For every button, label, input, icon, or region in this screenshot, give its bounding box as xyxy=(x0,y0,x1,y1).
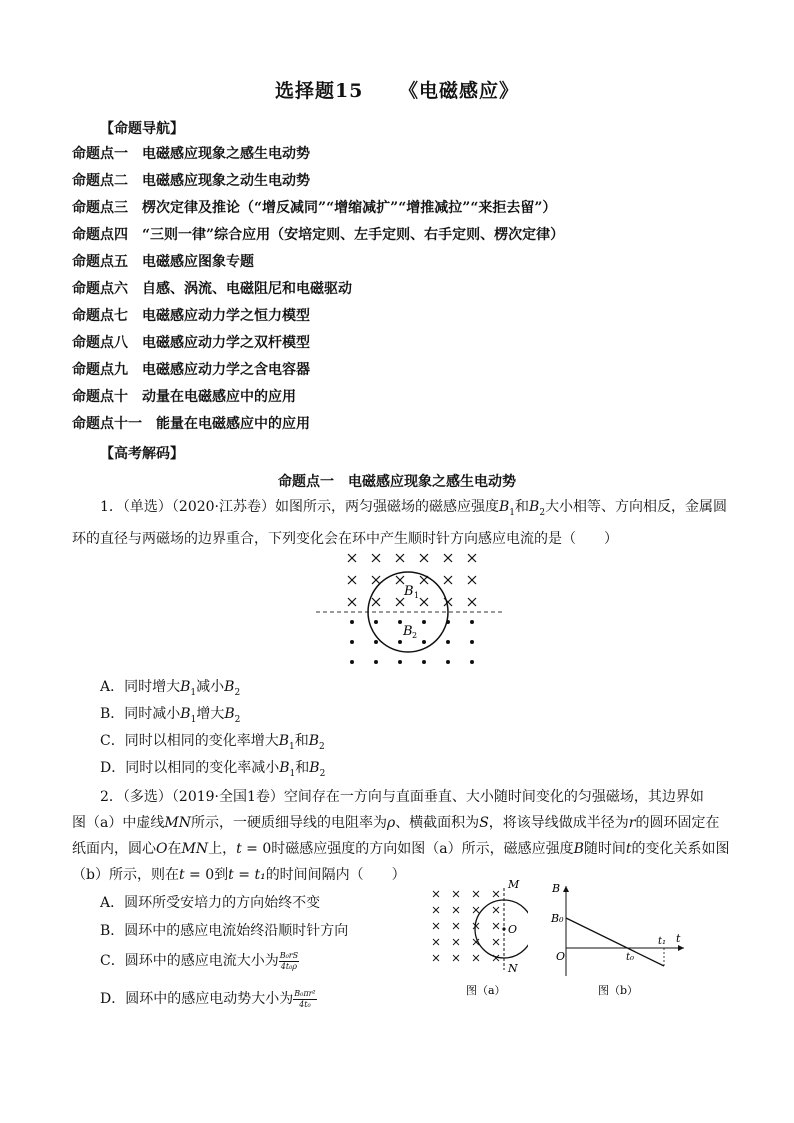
question-1-stem: 1．（单选）（2020·江苏卷）如图所示，两匀强磁场的磁感应强度$B_1$和$B_2$大小相等、方向相反，金属圆环的直径与两磁场的边界重合，下列变化会在环中产生顺时针方向感应电流的是（ ） xyxy=(72,499,728,547)
fraction-c: $\frac{\text{B₀rS}}{\text{4t₀ρ}}$ xyxy=(279,950,299,971)
nav-item xyxy=(72,278,732,305)
nav-item xyxy=(72,143,732,170)
nav-item-number: 命题点十一 xyxy=(72,416,142,432)
svg-text:B: B xyxy=(552,882,561,895)
nav-item-text: 楞次定律及推论（“增反减同”“增缩减扩”“增推减拉”“来拒去留”） xyxy=(142,200,557,216)
svg-text:t₁: t₁ xyxy=(658,936,667,947)
q2-option-c[interactable]: C．圆环中的感应电流大小为 $\frac{\text{B₀rS}}{\text{4t₀ρ}}$ xyxy=(100,950,299,971)
question-2-line-4: （b）所示，则在t = 0到t = t₁的时间间隔内（ ） xyxy=(72,867,406,883)
nav-item xyxy=(72,251,732,278)
exam-heading: 【高考解码】 xyxy=(100,446,184,462)
q2-option-b[interactable]: B．圆环中的感应电流始终沿顺时针方向 xyxy=(100,923,349,939)
q2-option-a[interactable]: A．圆环所受安培力的方向始终不变 xyxy=(100,895,321,911)
caption-b: 图（b） xyxy=(598,984,639,997)
svg-text:O: O xyxy=(556,950,566,963)
page-title xyxy=(0,76,794,103)
nav-item-text: 电磁感应动力学之含电容器 xyxy=(142,362,310,378)
svg-text:t₀: t₀ xyxy=(626,952,635,963)
nav-item-number: 命题点四 xyxy=(72,227,128,243)
svg-text:2: 2 xyxy=(412,631,418,640)
q1-option-b[interactable]: B．同时减小$B_1$增大$B_2$ xyxy=(100,706,241,725)
nav-item-text: 能量在电磁感应中的应用 xyxy=(156,416,310,432)
svg-text:N: N xyxy=(508,962,518,975)
nav-item-text: 动量在电磁感应中的应用 xyxy=(142,389,296,405)
nav-item-number: 命题点十 xyxy=(72,389,128,405)
nav-item xyxy=(72,305,732,332)
nav-item-number: 命题点八 xyxy=(72,335,128,351)
svg-text:M: M xyxy=(508,878,520,891)
q1-option-d[interactable]: D．同时以相同的变化率减小$B_1$和$B_2$ xyxy=(100,760,326,779)
q2-option-d[interactable]: D．圆环中的感应电动势大小为 $\frac{\text{B₀πr²}}{\text{4t₀}}$ xyxy=(100,988,316,1009)
nav-item xyxy=(72,170,732,197)
nav-item-number: 命题点七 xyxy=(72,308,128,324)
nav-item-text: 电磁感应图象专题 xyxy=(142,254,254,270)
title-number: 选择题15 xyxy=(274,80,364,102)
nav-item xyxy=(72,332,732,359)
nav-item xyxy=(72,224,732,251)
nav-item-number: 命题点六 xyxy=(72,281,128,297)
svg-text:O: O xyxy=(508,923,518,936)
nav-item-text: 自感、涡流、电磁阻尼和电磁驱动 xyxy=(142,281,352,297)
section-title: 命题点一 电磁感应现象之感生电动势 xyxy=(278,474,516,490)
nav-item-number: 命题点三 xyxy=(72,200,128,216)
nav-item xyxy=(72,359,732,386)
nav-item-text: 电磁感应动力学之恒力模型 xyxy=(142,308,310,324)
svg-text:1: 1 xyxy=(414,591,420,600)
svg-text:B₀: B₀ xyxy=(551,912,564,925)
nav-item xyxy=(72,386,732,413)
title-topic: 《电磁感应》 xyxy=(399,80,520,102)
nav-item-number: 命题点九 xyxy=(72,362,128,378)
nav-item xyxy=(72,413,732,440)
nav-item-number: 命题点五 xyxy=(72,254,128,270)
figure-2b-graph xyxy=(548,876,690,1002)
b-t-line xyxy=(566,918,667,966)
question-2-line-2: 图（a）中虚线MN所示，一硬质细导线的电阻率为ρ、横截面积为S，将该导线做成半径为r的圆环固定在 xyxy=(72,815,720,831)
nav-item-text: “三则一律”综合应用（安培定则、左手定则、右手定则、楞次定律） xyxy=(142,227,565,243)
nav-item-text: 电磁感应现象之动生电动势 xyxy=(142,173,310,189)
nav-item xyxy=(72,197,732,224)
fraction-d: $\frac{\text{B₀πr²}}{\text{4t₀}}$ xyxy=(294,988,316,1009)
question-2-line-1: 2．（多选）（2019·全国1卷）空间存在一方向与直面垂直、大小随时间变化的匀强磁场，其边界如 xyxy=(100,789,704,805)
nav-item-text: 电磁感应动力学之双杆模型 xyxy=(142,335,310,351)
nav-item-text: 电磁感应现象之感生电动势 xyxy=(142,146,310,162)
figure-2a xyxy=(428,876,528,1002)
q1-option-a[interactable]: A．同时增大$B_1$减小$B_2$ xyxy=(100,679,241,698)
ring-a xyxy=(475,900,528,958)
svg-text:t: t xyxy=(676,932,681,945)
nav-item-number: 命题点二 xyxy=(72,173,128,189)
topic-nav-list xyxy=(72,143,732,440)
nav-heading: 【命题导航】 xyxy=(100,121,184,137)
caption-a: 图（a） xyxy=(466,984,506,997)
figure-q1-magnetic-ring xyxy=(312,548,508,672)
label-b2: B xyxy=(403,624,413,639)
nav-item-number: 命题点一 xyxy=(72,146,128,162)
question-2-line-3: 纸面内，圆心O在MN上，t = 0时磁感应强度的方向如图（a）所示，磁感应强度B随时间t的变化关系如图 xyxy=(72,841,730,857)
label-b1: B xyxy=(404,584,414,599)
q1-option-c[interactable]: C．同时以相同的变化率增大$B_1$和$B_2$ xyxy=(100,733,325,752)
